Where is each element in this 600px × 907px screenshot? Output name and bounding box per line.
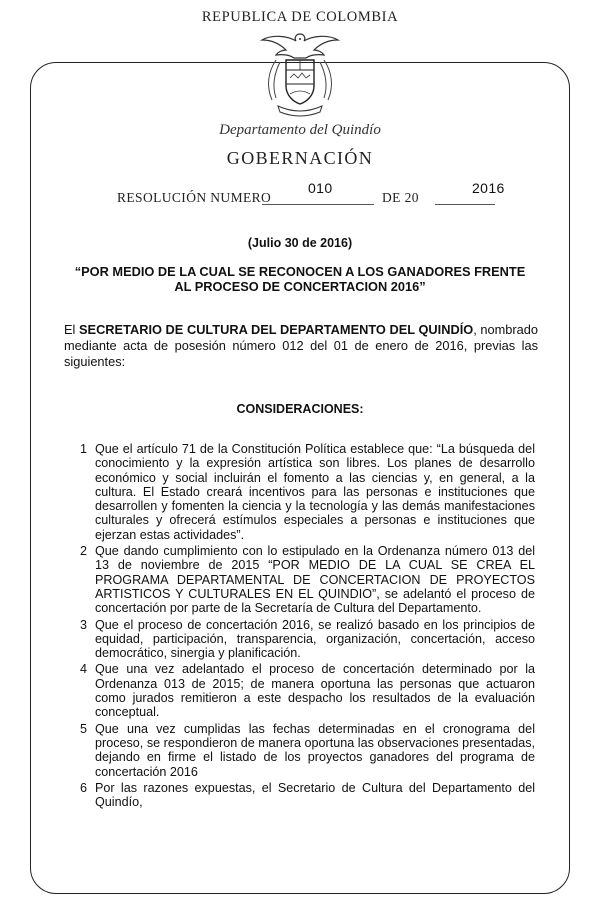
item-number: 4	[80, 662, 88, 677]
document-title: “POR MEDIO DE LA CUAL SE RECONOCEN A LOS GANADORES FRENTE AL PROCESO DE CONCERTACION 2016”	[74, 264, 526, 294]
consideraciones-list	[80, 442, 535, 811]
departamento-script: Departamento del Quindío	[219, 122, 381, 138]
item-number: 1	[80, 442, 88, 456]
consideraciones-heading: CONSIDERACIONES:	[236, 402, 364, 416]
item-number: 5	[80, 721, 88, 736]
list-item	[80, 722, 535, 779]
item-number: 2	[80, 544, 88, 559]
document-date: (Julio 30 de 2016)	[247, 236, 353, 250]
intro-post: , nombrado mediante acta de posesión número 012 del 01 de enero de 2016, previas las siguientes:	[64, 322, 539, 369]
gobernacion-heading: GOBERNACIÓN	[226, 148, 374, 168]
list-item	[80, 781, 535, 810]
resolucion-line	[0, 180, 600, 212]
year-underline	[435, 204, 495, 205]
republica-header: REPUBLICA DE COLOMBIA	[201, 9, 399, 25]
item-text: Por las razones expuestas, el Secretario de Cultura del Departamento del Quindío,	[95, 780, 535, 810]
list-item	[80, 618, 535, 661]
intro-paragraph	[64, 322, 538, 370]
item-number: 3	[80, 617, 88, 632]
coat-of-arms-icon	[258, 28, 342, 120]
item-text: Que el proceso de concertación 2016, se realizó basado en los principios de equidad, participación, transparencia, organización, concertación, acceso democrático, sinergia y planificación.	[95, 617, 535, 661]
item-text: Que una vez cumplidas las fechas determinadas en el cronograma del proceso, se respondieron de manera oportuna las observaciones presentadas, dejando en firme el listado de los proyectos ganadores del programa de concertación 2016	[95, 721, 535, 779]
resolucion-year: 2016	[472, 180, 505, 196]
resolucion-label: RESOLUCIÓN NUMERO	[117, 190, 272, 205]
list-item	[80, 544, 535, 615]
intro-bold: SECRETARIO DE CULTURA DEL DEPARTAMENTO DEL QUINDÍO	[79, 322, 474, 337]
intro-pre: El	[64, 322, 79, 337]
list-item	[80, 662, 535, 719]
item-number: 6	[80, 780, 88, 795]
resolucion-number-underline	[262, 204, 374, 205]
item-text: Que dando cumplimiento con lo estipulado en la Ordenanza número 013 del 13 de noviembre de 2015 “POR MEDIO DE LA CUAL SE CREA EL PROGRAMA DEPARTAMENTAL DE CONCERTACION DE PROYECTOS ARTISTICOS Y CULTURALES EN EL QUINDIO”, se adelantó el proceso de concertación por parte de la Secretaría de Cultura del Departamento.	[95, 544, 535, 616]
list-item	[80, 442, 535, 542]
de-label: DE 20	[382, 190, 419, 205]
item-text: Que el artículo 71 de la Constitución Política establece que: “La búsqueda del conocimiento y la expresión artística son libres. Los planes de desarrollo económico y social incluirán el fomento a las ciencias y, en general, a la cultura. El Estado creará incentivos para las personas e instituciones que desarrollen y fomenten la ciencia y la tecnología y las demás manifestaciones culturales y ofrecerá estímulos especiales a personas e instituciones que ejerzan estas actividades”.	[95, 442, 535, 542]
item-text: Que una vez adelantado el proceso de concertación determinado por la Ordenanza 013 de 2015; de manera oportuna las personas que actuaron como jurados remitieron a este despacho los resultados de la evaluación conceptual.	[95, 662, 535, 720]
resolucion-number: 010	[308, 180, 333, 196]
